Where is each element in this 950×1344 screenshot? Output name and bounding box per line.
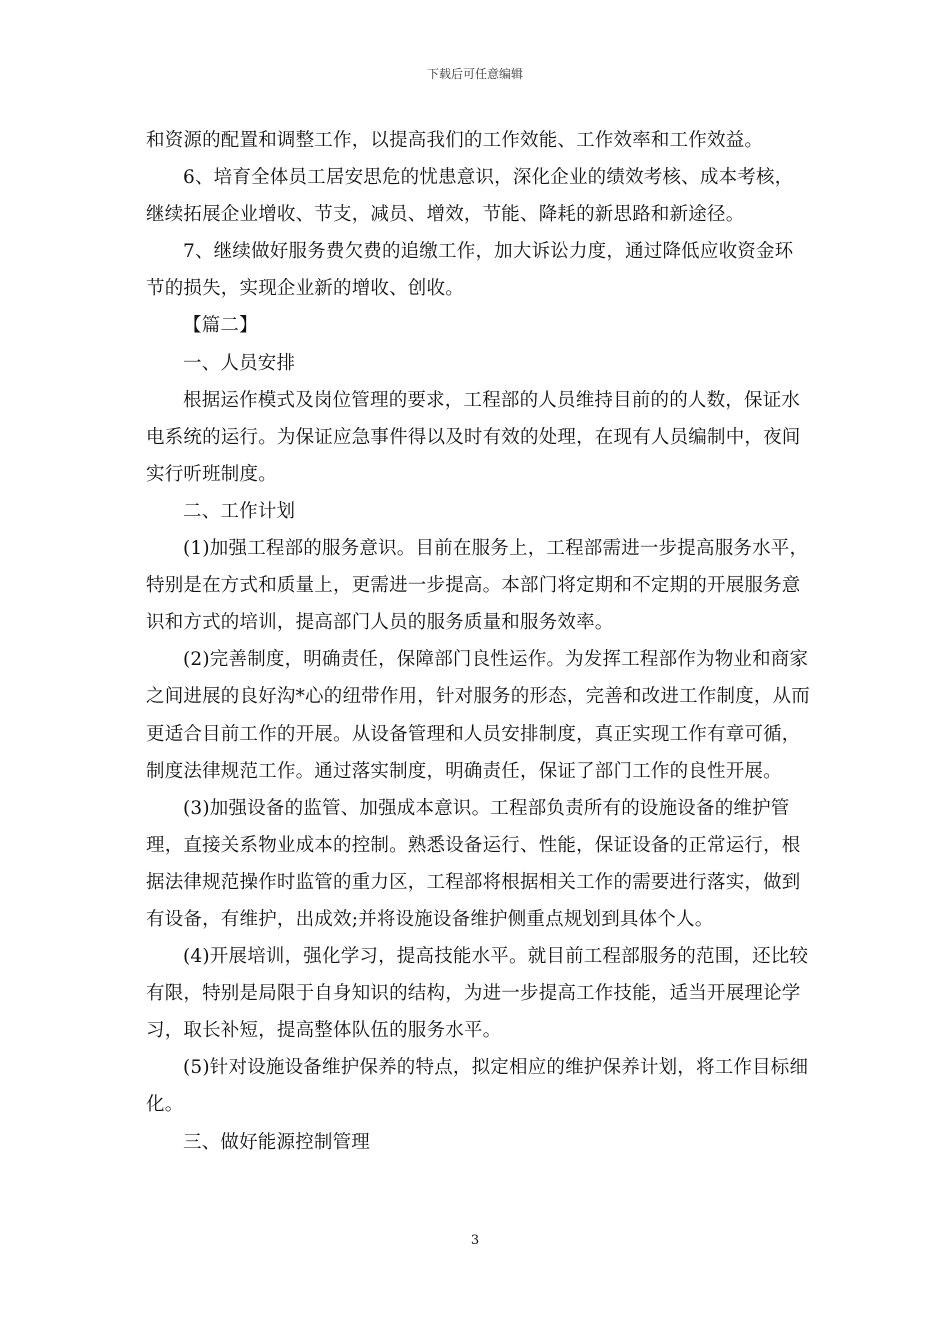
paragraph-2: 6、培育全体员工居安思危的忧患意识，深化企业的绩效考核、成本考核，继续拓展企业增收、节支，减员、增效，节能、降耗的新思路和新途径。	[146, 167, 794, 226]
heading-staffing: 一、人员安排	[183, 352, 296, 374]
paragraph-3: 7、继续做好服务费欠费的追缴工作，加大诉讼力度，通过降低应收资金环节的损失，实现企业新的增收、创收。	[146, 241, 794, 300]
heading-work-plan: 二、工作计划	[183, 500, 296, 522]
paragraph-plan-5: (5)针对设施设备维护保养的特点，拟定相应的维护保养计划，将工作目标细化。	[146, 1057, 809, 1116]
paragraph-plan-3: (3)加强设备的监管、加强成本意识。工程部负责所有的设施设备的维护管理，直接关系物业成本的控制。熟悉设备运行、性能，保证设备的正常运行，根据法律规范操作时监管的重力区，工程部将根据相关工作的需要进行落实，做到有设备，有维护，出成效;并将设施设备维护侧重点规划到具体个人。	[146, 797, 801, 930]
paragraph-staffing: 根据运作模式及岗位管理的要求，工程部的人员维持目前的的人数，保证水电系统的运行。为保证应急事件得以及时有效的处理，在现有人员编制中，夜间实行听班制度。	[146, 389, 801, 485]
page-header: 下载后可任意编辑	[426, 67, 523, 81]
heading-energy-control: 三、做好能源控制管理	[183, 1131, 371, 1153]
paragraph-1: 和资源的配置和调整工作，以提高我们的工作效能、工作效率和工作效益。	[146, 130, 764, 151]
section-heading-part-two: 【篇二】	[183, 315, 258, 337]
paragraph-plan-2: (2)完善制度，明确责任，保障部门良性运作。为发挥工程部作为物业和商家之间进展的良好沟*心的纽带作用，针对服务的形态，完善和改进工作制度，从而更适合目前工作的开展。从设备管理和人员安排制度，真正实现工作有章可循，制度法律规范工作。通过落实制度，明确责任，保证了部门工作的良性开展。	[146, 649, 810, 782]
paragraph-plan-1: (1)加强工程部的服务意识。目前在服务上，工程部需进一步提高服务水平，特别是在方式和质量上，更需进一步提高。本部门将定期和不定期的开展服务意识和方式的培训，提高部门人员的服务质量和服务效率。	[146, 538, 809, 634]
paragraph-plan-4: (4)开展培训，强化学习，提高技能水平。就目前工程部服务的范围，还比较有限，特别是局限于自身知识的结构，为进一步提高工作技能，适当开展理论学习，取长补短，提高整体队伍的服务水平。	[146, 946, 809, 1042]
document-body	[146, 122, 810, 1161]
page-number: 3	[470, 1233, 480, 1248]
